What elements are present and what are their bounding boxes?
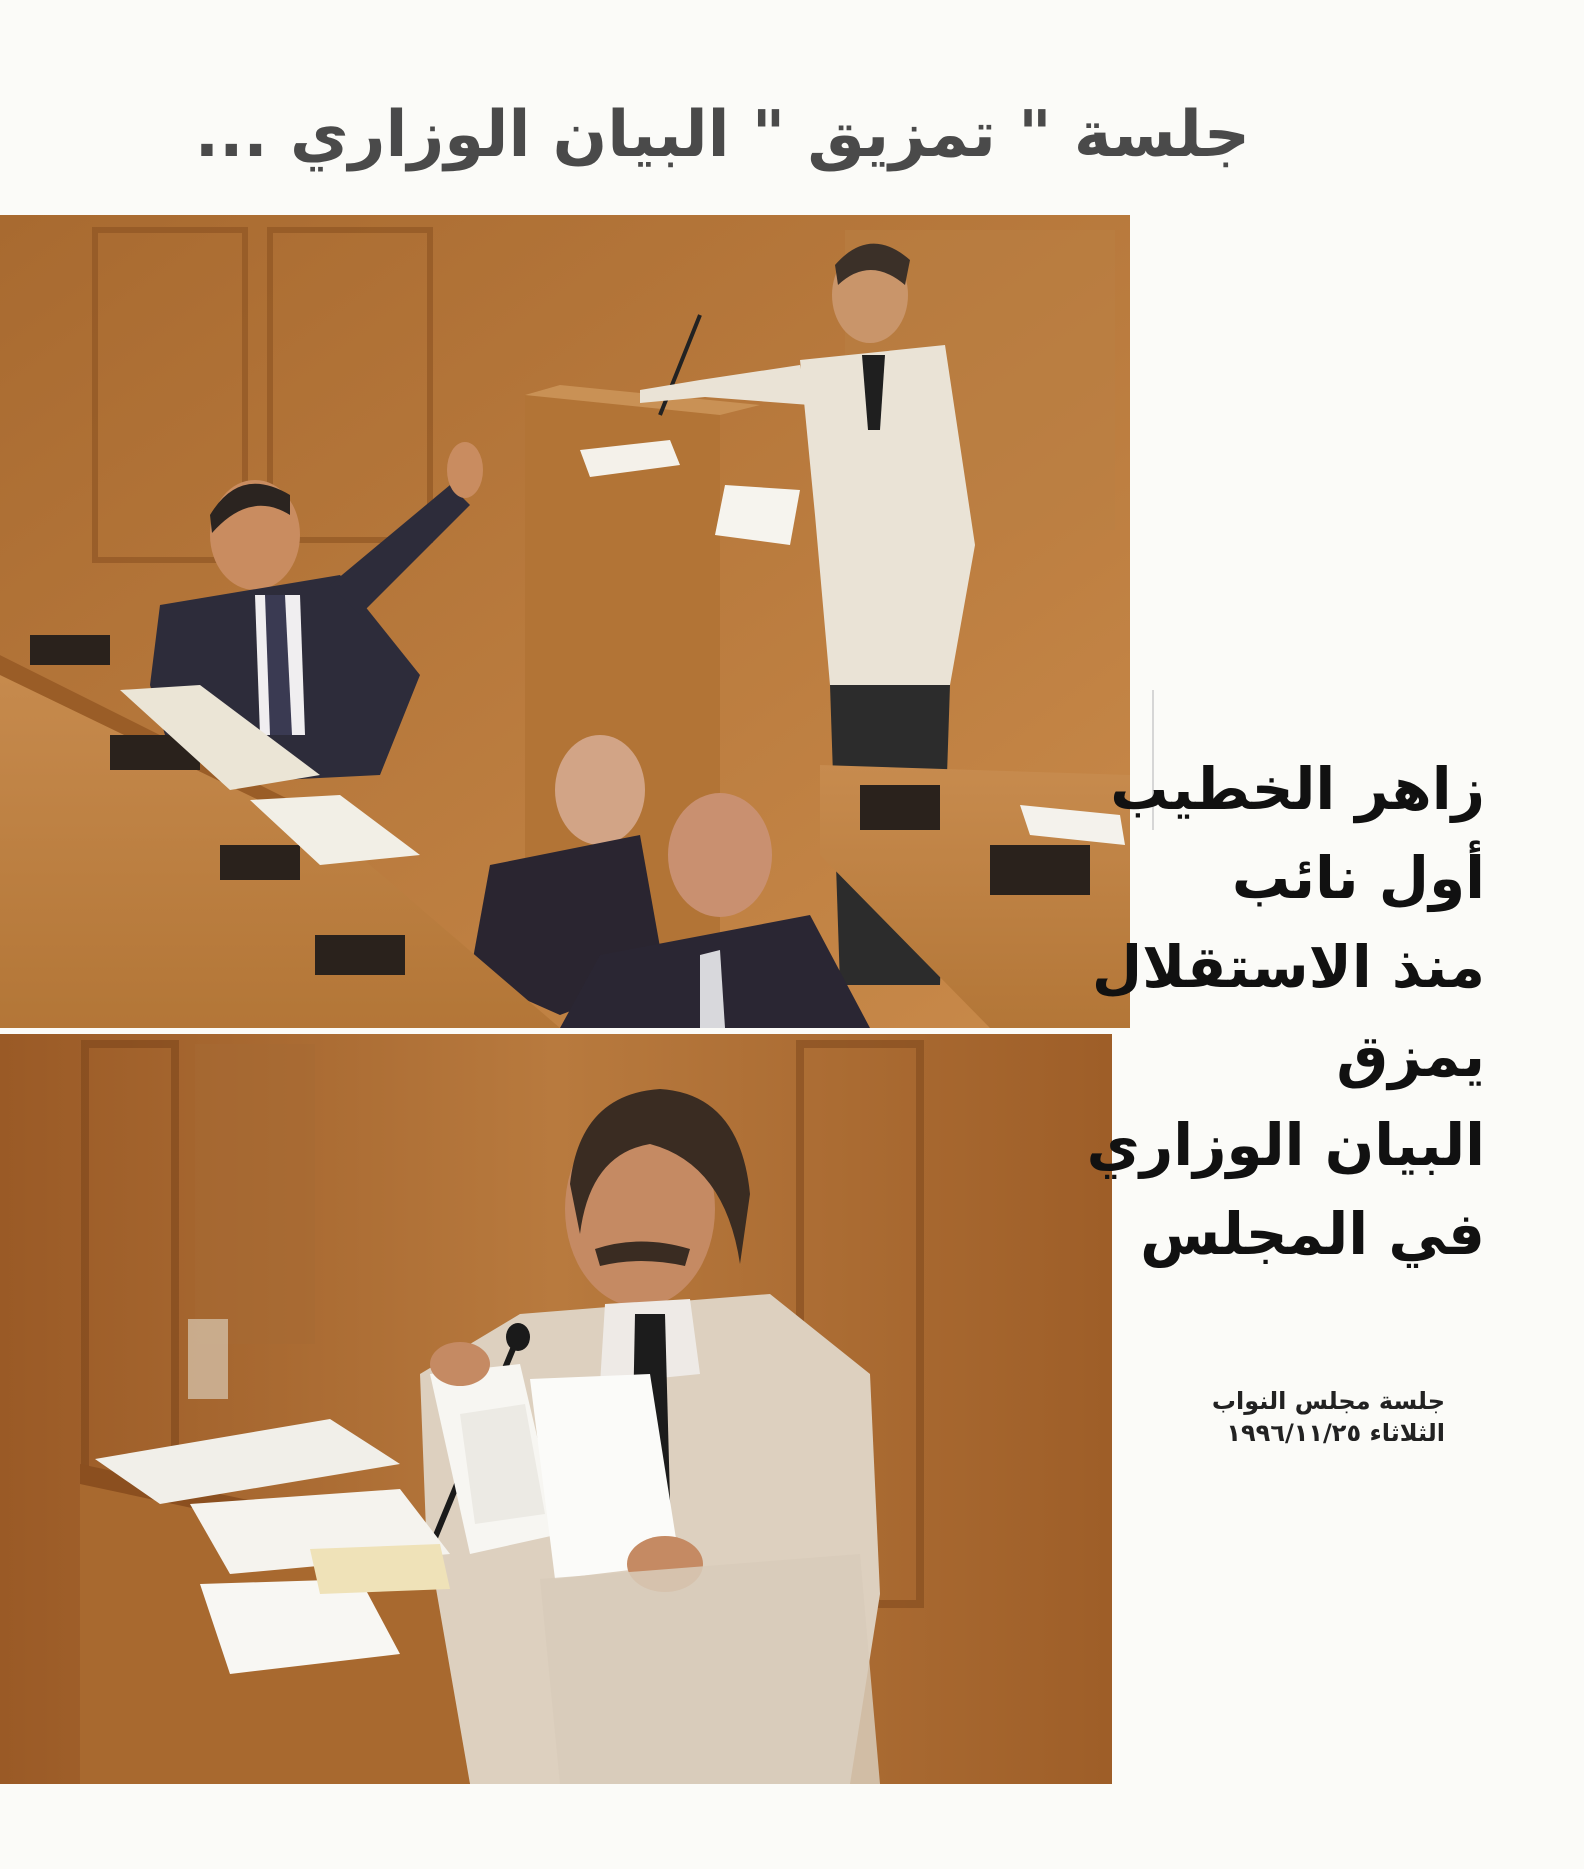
date-caption xyxy=(1175,1385,1445,1449)
headline-line: زاهر الخطيب xyxy=(1110,755,1485,823)
top-photo xyxy=(0,215,1130,1028)
headline-line: في المجلس xyxy=(1140,1200,1485,1268)
caption-session: جلسة مجلس النواب xyxy=(1211,1387,1445,1415)
headline-line: أول نائب xyxy=(1231,844,1485,912)
page-title: جلسة " تمزيق " البيان الوزاري ... xyxy=(194,98,1250,172)
headline-line: البيان الوزاري xyxy=(1086,1111,1485,1179)
bottom-photo xyxy=(0,1034,1112,1784)
parliament-debate-photo-icon xyxy=(0,215,1130,1028)
caption-date: الثلاثاء ١٩٩٦/١١/٢٥ xyxy=(1226,1419,1445,1447)
headline-line: يمزق xyxy=(1336,1022,1485,1090)
headline-line: منذ الاستقلال xyxy=(1091,933,1485,1001)
mp-tearing-statement-photo-icon xyxy=(0,1034,1112,1784)
headline-block xyxy=(1086,745,1485,1279)
